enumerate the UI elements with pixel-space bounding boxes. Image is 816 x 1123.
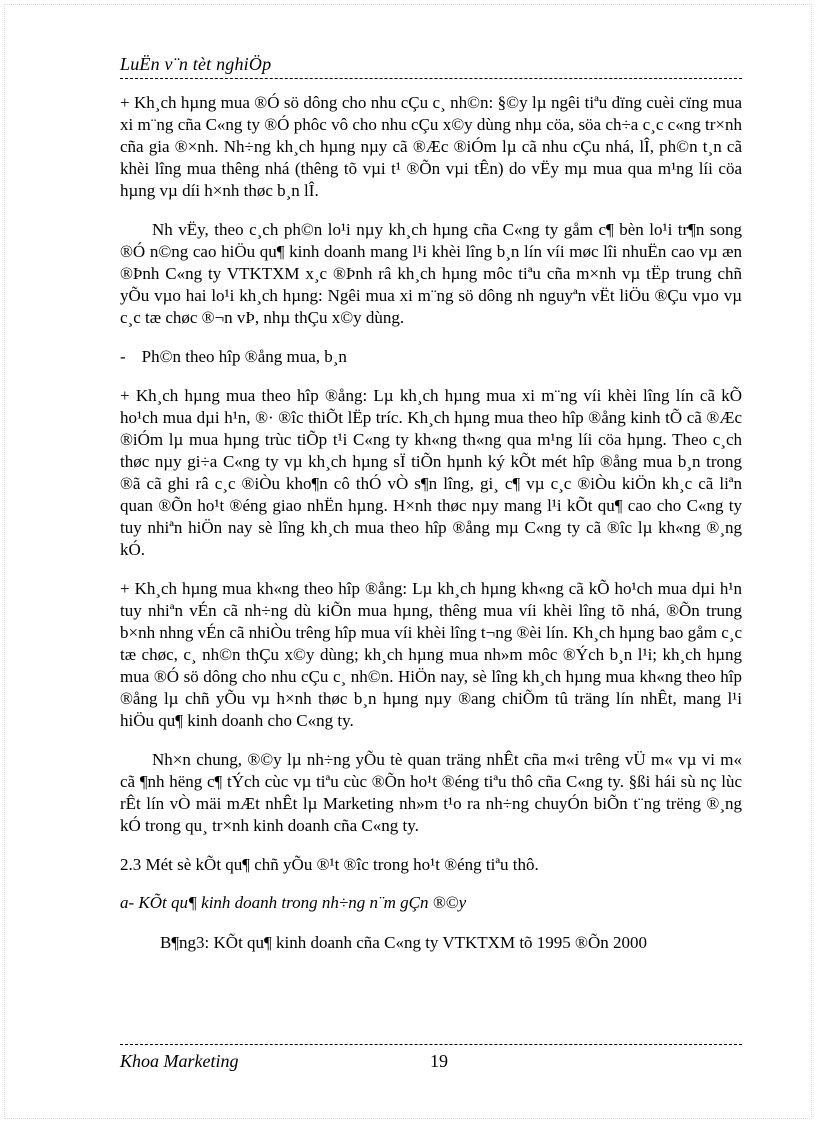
paragraph-contract-customers: + Kh¸ch hµng mua theo hîp ®ång: Lµ kh¸ch hµng mua xi m¨ng víi khèi lîng lín cã kÕ ho¹ch mua dµi h¹n, ®· ®îc thiÕt lËp tríc. Kh¸ch hµng mua theo hîp ®ång kinh tÕ cã ®Æc ®iÓm lµ mua hµng trùc tiÕp t¹i C«ng ty kh«ng th«ng qua m¹ng líi cöa hµng. Theo c¸ch thøc nµy gi÷a C«ng ty vµ kh¸ch hµng sÏ tiÕn hµnh ký kÕt mét hîp ®ång mua b¸n trong ®ã cã ghi râ c¸c ®iÒu kho¶n cô thÓ vÒ s¶n lîng, gi¸ c¶ vµ c¸c ®iÒu kiÖn kh¸c cã liªn quan ®Õn ho¹t ®éng giao nhËn hµng. H×nh thøc nµy mang l¹i kÕt qu¶ cao cho C«ng ty tuy nhiªn hiÖn nay sè lîng kh¸ch mua theo hîp ®ång mµ C«ng ty cã ®îc lµ kh«ng ®¸ng kÓ. — [120, 386, 742, 559]
section-title: 2.3 Mét sè kÕt qu¶ chñ yÕu ®¹t ®îc trong ho¹t ®éng tiªu thô. — [120, 855, 539, 874]
list-item-contract-classification — [120, 346, 742, 368]
paragraph-non-contract-customers: + Kh¸ch hµng mua kh«ng theo hîp ®ång: Lµ kh¸ch hµng kh«ng cã kÕ ho¹ch mua dµi h¹n tuy nhiªn vÉn cã nh÷ng dù kiÕn mua hµng, thêng mua víi khèi lîng tõ nhá, ®Õn trung b×nh nhng vÉn cã nhiÒu trêng hîp mua víi khèi lîng t¬ng ®èi lín. Kh¸ch hµng bao gåm c¸c tæ chøc, c¸ nh©n thÇu x©y dùng; kh¸ch hµng mua nh»m môc ®Ých b¸n l¹i; kh¸ch hµng mua ®Ó sö dông cho nhu cÇu c¸ nh©n. HiÖn nay, sè lîng kh¸ch hµng mua kh«ng theo hîp ®ång lµ chñ yÕu vµ h×nh thøc b¸n hµng nµy ®ang chiÕm tû träng lín nhÊt, mang l¹i hiÖu qu¶ kinh doanh cho C«ng ty. — [120, 579, 742, 730]
paragraph-conclusion: Nh×n chung, ®©y lµ nh÷ng yÕu tè quan träng nhÊt cña m«i trêng vÜ m« vµ vi m« cã ¶nh hëng c¶ tÝch cùc vµ tiªu cùc ®Õn ho¹t ®éng tiªu thô cña C«ng ty. §ßi hái sù nç lùc rÊt lín vÒ mäi mÆt nhÊt lµ Marketing nh»m t¹o ra nh÷ng chuyÓn biÕn t¨ng trëng ®¸ng kÓ trong qu¸ tr×nh kinh doanh cña C«ng ty. — [120, 750, 742, 835]
header-title: LuËn v¨n tèt nghiÖp — [120, 54, 272, 74]
page-body — [120, 92, 742, 971]
page-header — [120, 52, 742, 79]
table-caption: B¶ng3: KÕt qu¶ kinh doanh cña C«ng ty VTKTXM tõ 1995 ®Õn 2000 — [160, 933, 647, 952]
page-number: 19 — [430, 1051, 448, 1071]
subsection-marker: a- — [120, 893, 135, 912]
dash-marker: - — [120, 347, 126, 366]
page-footer — [120, 1044, 742, 1079]
footer-department: Khoa Marketing — [120, 1051, 239, 1071]
subsection-heading — [120, 892, 742, 914]
paragraph-summary-classification: Nh vËy, theo c¸ch ph©n lo¹i nµy kh¸ch hµng cña C«ng ty gåm c¶ bèn lo¹i tr¶n song ®Ó n©ng cao hiÖu qu¶ kinh doanh mang l¹i khèi lîng b¸n lín víi møc lîi nhuËn cao vµ æn ®Þnh C«ng ty VTKTXM x¸c ®Þnh râ kh¸ch hµng môc tiªu cña m×nh vµ tËp trung chñ yÕu vµo hai lo¹i kh¸ch hµng: Ngêi mua xi m¨ng sö dông nh nguyªn vËt liÖu ®Çu vµo vµ c¸c tæ chøc ®¬n vÞ, nhµ thÇu x©y dùng. — [120, 220, 742, 327]
subsection-title: KÕt qu¶ kinh doanh trong nh÷ng n¨m gÇn ®©y — [138, 893, 467, 912]
paragraph-customer-personal: + Kh¸ch hµng mua ®Ó sö dông cho nhu cÇu c¸ nh©n: §©y lµ ngêi tiªu dïng cuèi cïng mua xi m¨ng cña C«ng ty ®Ó phôc vô cho nhu cÇu x©y dùng nhµ cöa, söa ch÷a c¸c c«ng tr×nh cña gia ®×nh. Nh÷ng kh¸ch hµng nµy cã ®Æc ®iÓm lµ cã nhu cÇu nhá, lÎ, ph©n t¸n cã khèi lîng mua thêng nhá (thêng tõ vµi t¹ ®Õn vµi tÊn) do vËy mµ mua qua m¹ng líi cöa hµng vµ díi h×nh thøc b¸n lÎ. — [120, 93, 742, 200]
list-item-label: Ph©n theo hîp ®ång mua, b¸n — [141, 347, 347, 366]
